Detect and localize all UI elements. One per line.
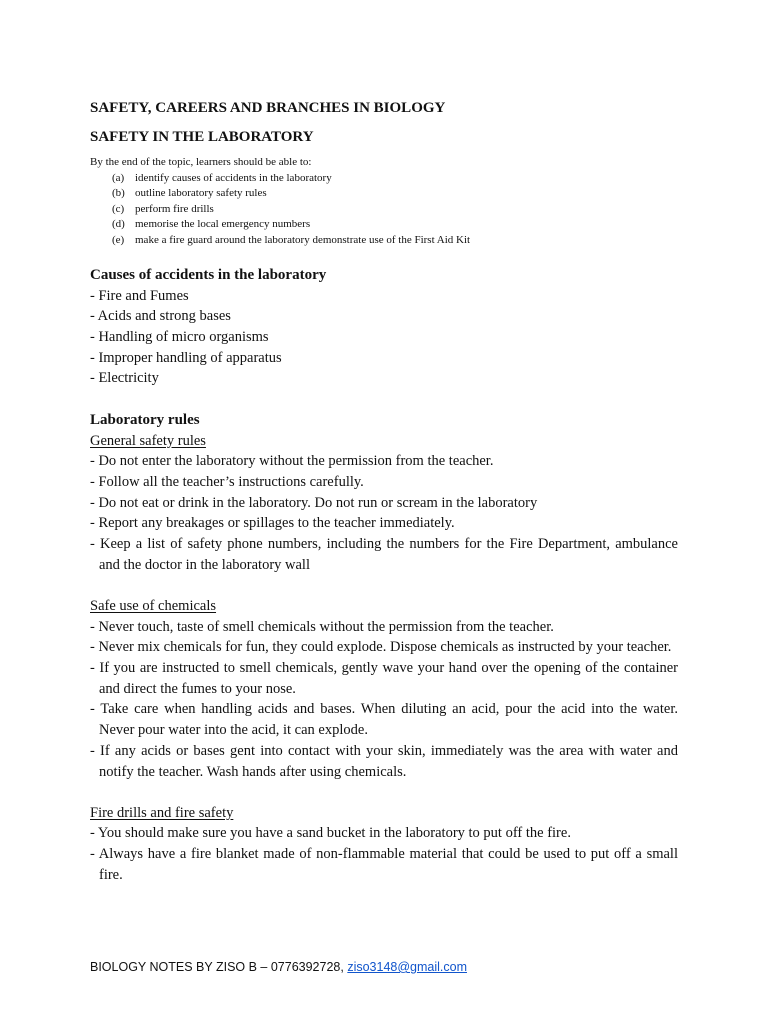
fire-rules-list bbox=[90, 823, 678, 885]
objective-text: make a fire guard around the laboratory demonstrate use of the First Aid Kit bbox=[135, 233, 471, 246]
objective-item bbox=[90, 202, 678, 218]
objective-text: perform fire drills bbox=[135, 202, 214, 215]
rule-item: - Never touch, taste of smell chemicals without the permission from the teacher. bbox=[90, 618, 554, 635]
objective-item bbox=[90, 217, 678, 233]
chemicals-subheading: Safe use of chemicals bbox=[90, 597, 217, 614]
general-safety-subheading: General safety rules bbox=[90, 432, 206, 449]
rule-item: - You should make sure you have a sand bucket in the laboratory to put off the fire. bbox=[90, 825, 571, 842]
rule-item: - Do not eat or drink in the laboratory. Do not run or scream in the laboratory bbox=[90, 494, 538, 511]
objective-marker: (b) bbox=[112, 187, 125, 199]
objective-item bbox=[90, 171, 678, 187]
objectives-intro: By the end of the topic, learners should be able to: bbox=[90, 156, 312, 168]
rule-item: - If any acids or bases gent into contact with your skin, immediately was the area with water and notify the teacher. Wash hands after using chemicals. bbox=[90, 742, 678, 780]
email-link[interactable]: ziso3148@gmail.com bbox=[347, 960, 467, 974]
objective-marker: (c) bbox=[112, 202, 125, 215]
cause-item: - Fire and Fumes bbox=[90, 287, 189, 304]
rule-item: - Report any breakages or spillages to the teacher immediately. bbox=[90, 515, 455, 532]
objective-marker: (e) bbox=[112, 233, 125, 246]
cause-item: - Handling of micro organisms bbox=[90, 328, 269, 345]
laboratory-rules-heading: Laboratory rules bbox=[90, 412, 200, 429]
general-rules-list bbox=[90, 451, 678, 575]
objectives-list bbox=[90, 171, 678, 249]
section-title: SAFETY IN THE LABORATORY bbox=[90, 129, 314, 145]
footer-text: BIOLOGY NOTES BY ZISO B – 0776392728, bbox=[90, 960, 348, 974]
rule-item: - Do not enter the laboratory without the permission from the teacher. bbox=[90, 453, 494, 470]
cause-item: - Electricity bbox=[90, 370, 159, 387]
rule-item: - Keep a list of safety phone numbers, including the numbers for the Fire Department, ambulance and the doctor in the laboratory wall bbox=[90, 536, 678, 573]
objective-text: identify causes of accidents in the laboratory bbox=[135, 171, 332, 184]
document-body bbox=[90, 98, 678, 886]
rule-item: - Never mix chemicals for fun, they could explode. Dispose chemicals as instructed by your teacher. bbox=[90, 639, 672, 656]
causes-list bbox=[90, 286, 678, 390]
objective-item bbox=[90, 186, 678, 202]
causes-heading: Causes of accidents in the laboratory bbox=[90, 267, 327, 283]
main-title: SAFETY, CAREERS AND BRANCHES IN BIOLOGY bbox=[90, 100, 446, 116]
objective-item bbox=[90, 233, 678, 249]
rule-item: - Follow all the teacher’s instructions carefully. bbox=[90, 473, 364, 490]
objective-marker: (d) bbox=[112, 218, 125, 230]
page-footer bbox=[90, 960, 467, 974]
objective-marker: (a) bbox=[112, 171, 125, 184]
cause-item: - Acids and strong bases bbox=[90, 308, 231, 325]
chemical-rules-list bbox=[90, 617, 678, 783]
cause-item: - Improper handling of apparatus bbox=[90, 349, 282, 366]
objective-text: outline laboratory safety rules bbox=[135, 187, 267, 199]
rule-item: - If you are instructed to smell chemicals, gently wave your hand over the opening of the container and direct the fumes to your nose. bbox=[90, 660, 678, 697]
objective-text: memorise the local emergency numbers bbox=[135, 218, 311, 230]
rule-item: - Always have a fire blanket made of non-flammable material that could be used to put off a small fire. bbox=[90, 846, 678, 883]
rule-item: - Take care when handling acids and bases. When diluting an acid, pour the acid into the water. Never pour water into the acid, it can explode. bbox=[90, 701, 678, 739]
fire-safety-subheading: Fire drills and fire safety bbox=[90, 804, 234, 821]
